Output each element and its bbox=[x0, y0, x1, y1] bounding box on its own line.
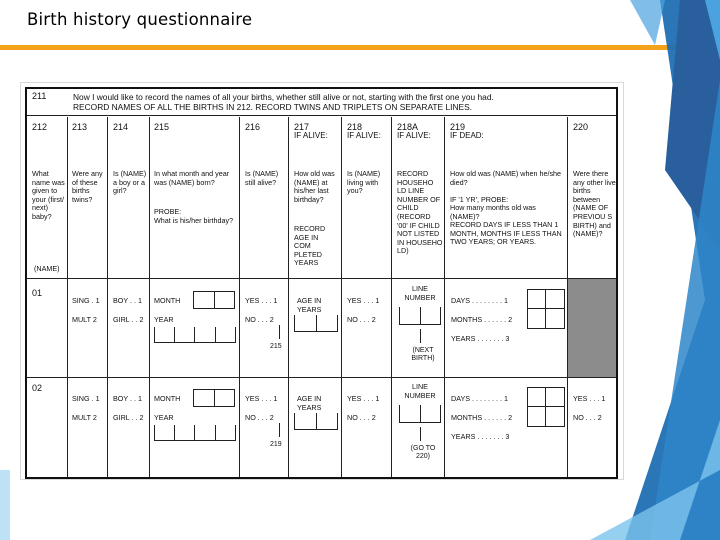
row01-no216: NO . . . 2 bbox=[245, 315, 274, 324]
col-num-220: 220 bbox=[573, 122, 589, 132]
row02-year: YEAR bbox=[154, 413, 174, 422]
col-num-218a: 218A bbox=[397, 122, 419, 132]
probe-219-3: RECORD DAYS IF LESS THAN 1 MONTH, MONTHS IF LESS THAN TWO YEARS; OR YEARS. bbox=[450, 220, 562, 247]
col-text-217: How old was (NAME) at his/her last birthday? bbox=[294, 169, 335, 204]
row02-no220: NO . . . 2 bbox=[573, 413, 602, 422]
row01-shaded-cell bbox=[568, 279, 616, 377]
row02-month: MONTH bbox=[154, 394, 181, 403]
row-id-01: 01 bbox=[32, 288, 43, 298]
box-split bbox=[214, 291, 215, 309]
row02-sing: SING . 1 bbox=[72, 394, 100, 403]
box-split bbox=[174, 425, 175, 441]
col-num-213: 213 bbox=[72, 122, 88, 132]
col-divider bbox=[107, 117, 108, 477]
row01-yes218: YES . . . 1 bbox=[347, 296, 380, 305]
slide-title: Birth history questionnaire bbox=[27, 10, 253, 29]
box-split bbox=[215, 425, 216, 441]
row01-age: AGE IN YEARS bbox=[297, 296, 322, 314]
col-text-212: What name was given to your (first/ next) baby? bbox=[32, 169, 65, 221]
row02-skip-arrow bbox=[279, 423, 280, 437]
col-num-216: 216 bbox=[245, 122, 261, 132]
row02-days: DAYS . . . . . . . . 1 bbox=[451, 394, 508, 403]
col-sub-218: IF ALIVE: bbox=[347, 131, 381, 140]
box-split bbox=[194, 327, 195, 343]
col-text-219: How old was (NAME) when he/she died? bbox=[450, 169, 562, 187]
col-text-215: In what month and year was (NAME) born? bbox=[154, 169, 230, 187]
intro-divider bbox=[27, 115, 616, 116]
intro-line-1: Now I would like to record the names of all your births, whether still alive or not, starting with the first one you had. bbox=[73, 92, 494, 102]
probe-219-2: How many months old was (NAME)? bbox=[450, 203, 536, 221]
row02-no216: NO . . . 2 bbox=[245, 413, 274, 422]
row02-line: LINE NUMBER bbox=[404, 382, 436, 400]
row02-line-arrow bbox=[420, 427, 421, 441]
col-divider bbox=[288, 117, 289, 477]
questionnaire-image bbox=[21, 83, 623, 479]
row01-next: (NEXT BIRTH) bbox=[411, 347, 435, 362]
col-divider bbox=[391, 117, 392, 477]
row02-mult: MULT 2 bbox=[72, 413, 97, 422]
row01-girl: GIRL . . 2 bbox=[113, 315, 144, 324]
box-split bbox=[527, 308, 565, 309]
col-sub-219: IF DEAD: bbox=[450, 131, 484, 140]
col-text-218a: RECORD HOUSEHO LD LINE NUMBER OF CHILD (RECORD '00' IF CHILD NOT LISTED IN HOUSEHO LD) bbox=[397, 169, 443, 256]
box-split bbox=[215, 327, 216, 343]
row01-no218: NO . . . 2 bbox=[347, 315, 376, 324]
row01-boy: BOY . . 1 bbox=[113, 296, 143, 305]
box-split bbox=[420, 405, 421, 423]
row01-mult: MULT 2 bbox=[72, 315, 97, 324]
row02-months: MONTHS . . . . . . 2 bbox=[451, 413, 513, 422]
box-split bbox=[316, 315, 317, 332]
left-deco-strip bbox=[0, 470, 10, 540]
row01-line-arrow bbox=[420, 329, 421, 343]
box-split bbox=[214, 389, 215, 407]
col-divider bbox=[149, 117, 150, 477]
row-id-02: 02 bbox=[32, 383, 43, 393]
col-divider bbox=[444, 117, 445, 477]
row02-girl: GIRL . . 2 bbox=[113, 413, 144, 422]
col-num-219: 219 bbox=[450, 122, 466, 132]
probe-219-1: IF '1 YR', PROBE: bbox=[450, 195, 509, 204]
col-text-216: Is (NAME) still alive? bbox=[245, 169, 279, 187]
row01-skip216: 215 bbox=[270, 343, 282, 350]
name-label: (NAME) bbox=[34, 264, 60, 273]
intro-number: 211 bbox=[32, 91, 47, 101]
col-divider bbox=[67, 117, 68, 477]
box-split bbox=[316, 413, 317, 430]
row01-sing: SING . 1 bbox=[72, 296, 100, 305]
col-text-218: Is (NAME) living with you? bbox=[347, 169, 381, 196]
probe-215-label: PROBE: bbox=[154, 207, 182, 216]
row01-skip-arrow bbox=[279, 325, 280, 339]
questionnaire-table bbox=[25, 87, 618, 479]
box-split bbox=[194, 425, 195, 441]
row02-years: YEARS . . . . . . . 3 bbox=[451, 432, 510, 441]
record-217: RECORD AGE IN COM PLETED YEARS bbox=[294, 224, 326, 268]
col-num-214: 214 bbox=[113, 122, 129, 132]
row-divider bbox=[27, 377, 616, 378]
col-num-212: 212 bbox=[32, 122, 48, 132]
row02-next: (GO TO 220) bbox=[410, 445, 436, 460]
col-num-215: 215 bbox=[154, 122, 170, 132]
col-divider bbox=[239, 117, 240, 477]
col-divider bbox=[341, 117, 342, 477]
row01-days: DAYS . . . . . . . . 1 bbox=[451, 296, 508, 305]
row01-year: YEAR bbox=[154, 315, 174, 324]
probe-215-text: What is his/her birthday? bbox=[154, 216, 234, 225]
row02-yes216: YES . . . 1 bbox=[245, 394, 278, 403]
row02-age: AGE IN YEARS bbox=[297, 394, 322, 412]
row01-line: LINE NUMBER bbox=[404, 284, 436, 302]
col-sub-217: IF ALIVE: bbox=[294, 131, 328, 140]
col-num-218: 218 bbox=[347, 122, 363, 132]
header-divider bbox=[27, 278, 616, 279]
row01-month: MONTH bbox=[154, 296, 181, 305]
intro-line-2: RECORD NAMES OF ALL THE BIRTHS IN 212. RECORD TWINS AND TRIPLETS ON SEPARATE LINES. bbox=[73, 102, 472, 112]
col-sub-218a: IF ALIVE: bbox=[397, 131, 431, 140]
row02-boy: BOY . . 1 bbox=[113, 394, 143, 403]
col-text-213: Were any of these births twins? bbox=[72, 169, 103, 204]
row02-no218: NO . . . 2 bbox=[347, 413, 376, 422]
row01-yes216: YES . . . 1 bbox=[245, 296, 278, 305]
box-split bbox=[174, 327, 175, 343]
col-text-220: Were there any other live births between (NAME OF PREVIOU S BIRTH) and (NAME)? bbox=[573, 169, 616, 239]
col-num-217: 217 bbox=[294, 122, 310, 132]
col-text-214: Is (NAME) a boy or a girl? bbox=[113, 169, 147, 196]
row01-months: MONTHS . . . . . . 2 bbox=[451, 315, 513, 324]
row02-yes218: YES . . . 1 bbox=[347, 394, 380, 403]
box-split bbox=[420, 307, 421, 325]
row02-yes220: YES . . . 1 bbox=[573, 394, 606, 403]
box-split bbox=[527, 406, 565, 407]
row02-skip216: 219 bbox=[270, 441, 282, 448]
row01-years: YEARS . . . . . . . 3 bbox=[451, 334, 510, 343]
